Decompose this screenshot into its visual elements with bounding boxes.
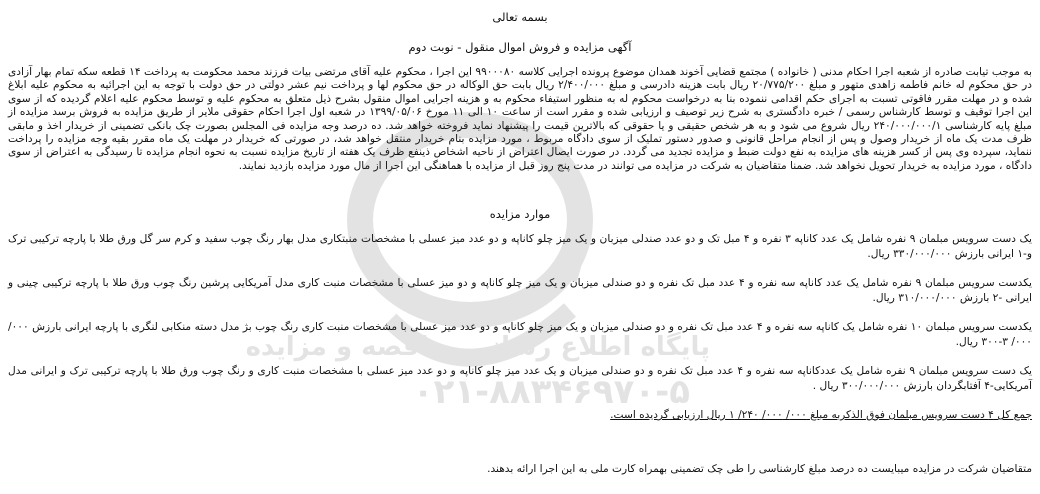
notice-body: به موجب تیابت صادره از شعبه اجرا احکام مدنی ( خانواده ) مجتمع قضایی آخوند همدان موضوع پرونده اجرایی کلاسه ۹۹۰۰۰۸۰ این اجرا ، محکوم علیه آقای مرتضی بیات فرزند محمد محکومت به پرداخت ۱۴ قطعه سکه تمام بهار آزادی در حق محکوم له خانم فاطمه زاهدی متهور و مبلغ ۲۰/۷۷۵/۲۰۰ ریال بابت هزینه دادرسی و مبلغ ۲/۴۰۰/۰۰۰ ریال بابت حق الوکاله در حق محکوم لها و پرداخت نیم عشر دولتی در حق دولت با توجه به این اجرائیه به محکوم علیه ابلاغ شده و در مهلت مقرر فاقوتی تسبت به اجرای حکم اقدامی ننموده بنا به درخواست محکوم له به منظور استیفاء محکوم به و هزینه اجرایی اموال منقول بشرح ذیل متعلق به محکوم علیه و توسط محکوم علیه اعلام گردیده که از سوی این اجرا توقیف و توسط کارشناس رسمی / خبره دادگستری به شرح زیر توصیف و ارزیابی شده و مقرر است از ساعت ۱۰ الی ۱۱ مورخ ۱۳۹۹/۰۵/۰۶ در شعبه اول اجرا احکام حقوقی ملایر از طریق مزایده به فروش برسد مزایده از مبلغ پایه کارشناسی ۲۴۰/۰۰۰/۰۰۰/۱ ریال شروع می شود و به هر شخص حقیقی و یا حقوقی که بالاترین قیمت را پیشنهاد نماید فروخته خواهد شد. ده درصد وجه مزایده فی المجلس بصورت چک بانکی تضمینی از خریدار اخذ و مابقی ظرف مدت یک ماه از خریدار وصول و پس از انجام مراحل قانونی و صدور دستور تملیک از سوی دادگاه مربوط ، مورد مزایده بنام خریدار منتقل خواهد شد، در صورتی که خریدار در مهلت یک ماه مقرر بقیه وجه مزایده را پرداخت ننماید، سپرده وی پس از کسر هزینه های مزایده به نفع دولت ضبط و مزایده تجدید می گردد. در صورت ایصال اعتراض از ناحیه اشخاص ذینفع ظرف یک هفته از تاریخ مزایده نسبت به نحوه انجام مزایده تا رسیدگی به اعتراض از سوی دادگاه ، مورد مزایده به خریدار تحویل نخواهد شد. ضمنا متقاضیان به شرکت در مزایده می توانند در مدت پنج روز قبل از مزایده با هماهنگی این اجرا از مال مورد مزایده بازدید نمایند. <box>8 66 1032 172</box>
watermark-phone: ۰۲۱-۸۸۳۴۶۹۷۰-۵ <box>412 372 690 412</box>
watermark-name: پایگاه اطلاع رسانی مناقصه و مزایده <box>245 332 710 362</box>
basmala: بسمه تعالی <box>492 10 548 24</box>
auction-item-3: یکدست سرویس مبلمان ۱۰ نفره شامل یک کاناپه سه نفره و ۴ عدد مبل تک نفره و دو صندلی میزبان و یک میز چلو کاناپه و دو عدد میز عسلی با مشخصات منبت کاری رنگ چوب بژ مدل دسته منکابی لنگری با پارچه ایرانی بارزش ۰۰۰/ ۰۰۰/ ۳-۳۰۰ ریال. <box>8 321 1033 348</box>
auction-item-2: یکدست سرویس مبلمان ۹ نفره شامل یک عدد کاناپه سه نفره و ۴ عدد مبل تک نفره و دو صندلی میزبان و یک میز چلو کاناپه و دو میز عسلی با مشخصات منبت کاری مدل آمریکایی پرشین رنگ چوب ورق طلا با پارچه ترکیبی چینی و ایرانی -۲ بارزش ۳۱۰/۰۰۰/۰۰۰ ریال. <box>8 277 1032 304</box>
auction-item-4: یک دست سرویس مبلمان ۹ نفره شامل یک عددکاناپه سه نفره و ۴ عدد مبل تک نفره و دو صندلی میزبان و یک عدد میز چلو کاناپه و دو عدد میز عسلی با مشخصات منبت کاری و رنگ چوب ورق طلا با پارچه ترکیبی ترک و ایرانی مدل آمریکایی-۴ آفتابگردان بارزش ۳۰۰/۰۰۰/۰۰۰ ریال . <box>8 365 1032 392</box>
footer-note: متقاضیان شرکت در مزایده میبایست ده درصد مبلغ کارشناسی را طی چک تضمینی بهمراه کارت ملی به این اجرا ارائه بدهند. <box>487 463 1032 475</box>
auction-item-1: یک دست سرویس مبلمان ۹ نفره شامل یک عدد کاناپه ۳ نفره و ۴ مبل تک و دو عدد صندلی میزبان و یک میز چلو کاناپه و دو عدد میز عسلی با مشخصات منبتکاری مدل بهار رنگ چوب سفید و کرم سر گل ورق طلا با پارچه ترکیبی ترک و-۱ ایرانی بارزش ۳۳۰/۰۰۰/۰۰۰ ریال. <box>8 233 1032 260</box>
section-title: موارد مزایده <box>489 207 551 221</box>
total-value: جمع کل ۴ دست سرویس مبلمان فوق الذکربه مبلغ ۰۰۰/ ۰۰۰/ ۲۴۰/ ۱ ریال ارزیابی گردیده است. <box>610 409 1032 421</box>
notice-title: آگهی مزایده و فروش اموال منقول - نوبت دوم <box>408 40 632 54</box>
